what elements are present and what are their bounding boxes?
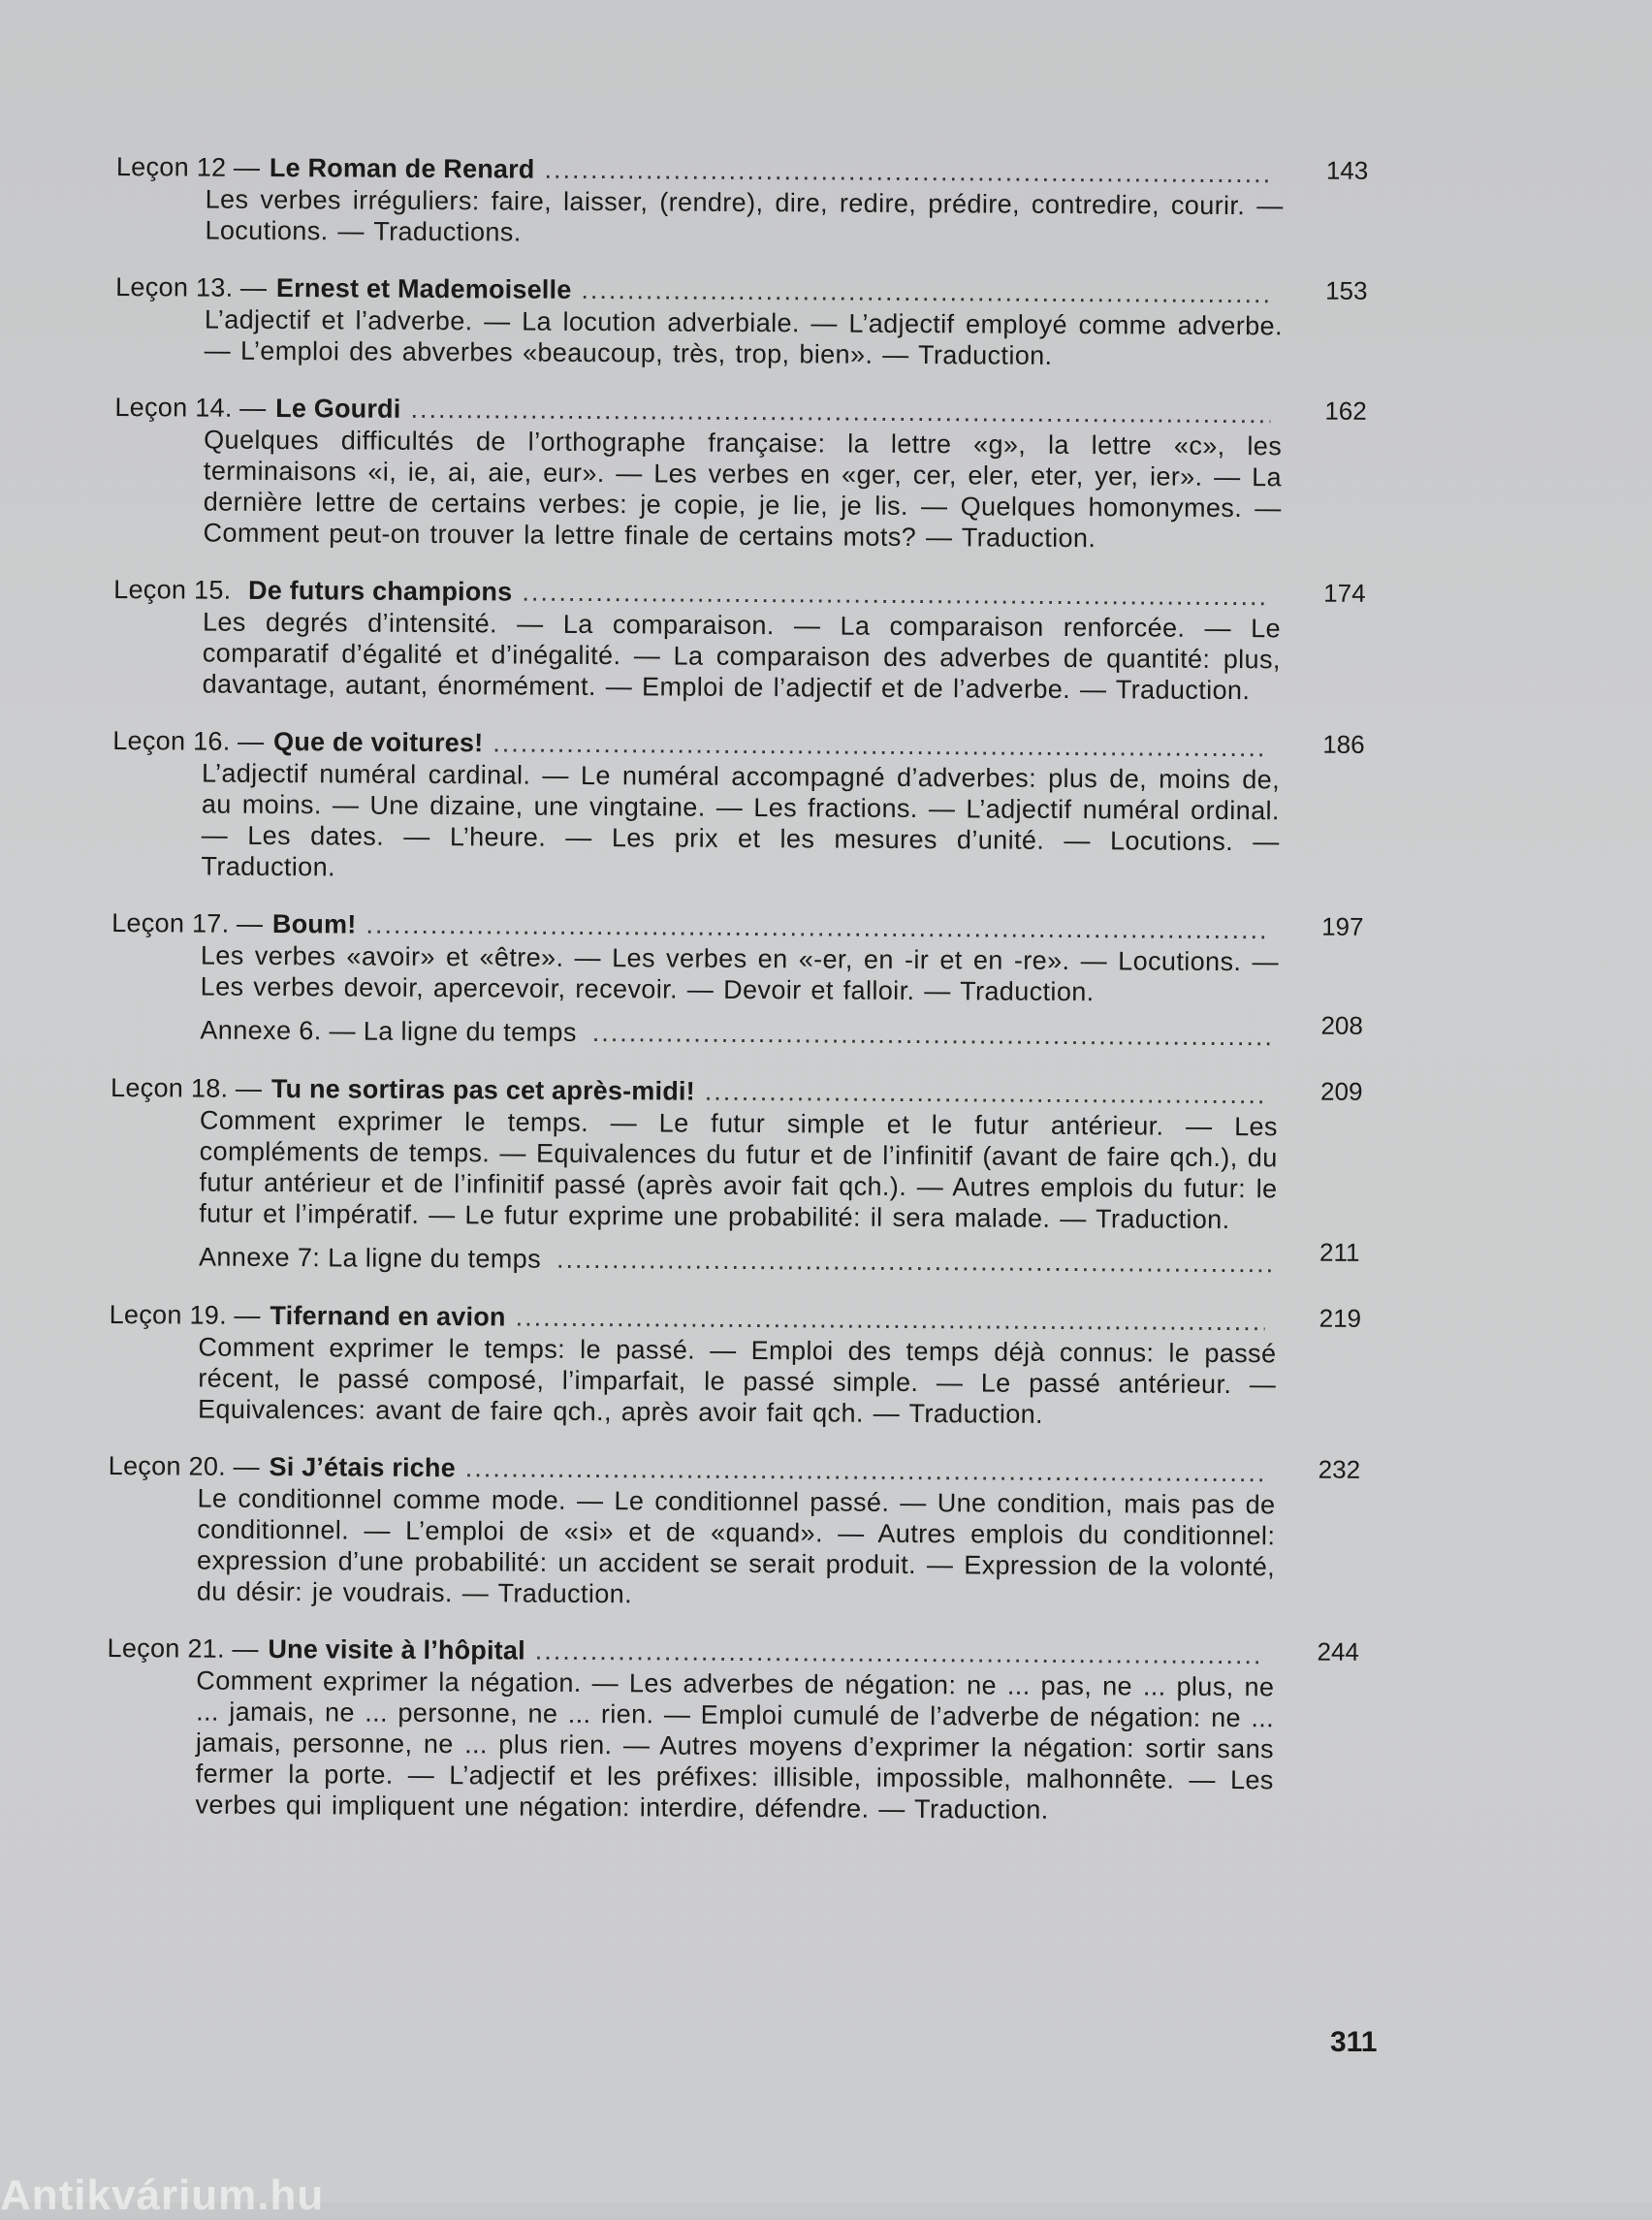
annex-entry-6	[200, 1010, 1363, 1054]
toc-entry-lecon-18	[110, 1071, 1390, 1281]
lesson-description: Comment exprimer le temps. — Le futur simple et le futur antérieur. — Les compléments de temps. — Equivalences du futur et de l’infinitif (avant de faire qch.), du futur antérieur et de l’infinitif passé (après avoir fait qch.). — Autres emplois du futur: le futur et l’impératif. — Le futur exprime une probabilité: il sera malade. — Traduction.	[199, 1105, 1278, 1235]
annex-label: Annexe 6. — La ligne du temps	[200, 1015, 577, 1047]
page-number: 209	[1320, 1076, 1363, 1106]
page-number: 197	[1321, 911, 1364, 941]
lesson-description: Quelques difficultés de l’orthographe française: la lettre «g», la lettre «c», les terminaisons «i, ie, ai, aie, eur». — Les verbes en «ger, cer, eler, eter, yer, ier». — La dernière lettre de certains verbes: je copie, je lie, je lis. — Quelques homonymes. — Comment peut-on trouver la lettre finale de certains mots? — Traduction.	[203, 425, 1283, 554]
lesson-description: Les verbes «avoir» et «être». — Les verbes en «-er, en -ir et en -re». — Locutions. — Les verbes devoir, apercevoir, recevoir. — Devoir et falloir. — Traduction.	[200, 940, 1279, 1007]
page-number: 162	[1324, 396, 1367, 426]
lesson-title: Le Roman de Renard	[269, 152, 535, 184]
toc-entry-lecon-17	[111, 906, 1391, 1054]
em-dash-separator: —	[232, 393, 267, 423]
em-dash-separator: —	[228, 1073, 263, 1103]
lesson-title: Tu ne sortiras pas cet après-midi!	[270, 1073, 695, 1106]
table-of-contents	[106, 150, 1396, 1853]
lesson-label: Leçon 21.	[107, 1633, 225, 1664]
page-number: 232	[1318, 1454, 1361, 1484]
toc-entry-lecon-14	[113, 391, 1394, 555]
lesson-label: Leçon 12	[115, 151, 227, 182]
lesson-title: Une visite à l’hôpital	[268, 1633, 525, 1665]
lesson-label: Leçon 13.	[115, 271, 234, 302]
lesson-label: Leçon 14.	[114, 392, 233, 423]
dot-leader	[535, 1634, 1263, 1672]
lesson-description: Le conditionnel comme mode. — Le conditionnel passé. — Une condition, mais pas de conditionnel. — L’emploi de «si» et de «quand». — Autres emplois du conditionnel: expression d’une probabilité: un accident se serait produit. — Expression de la volonté, du désir: je voudrais. — Traduction.	[196, 1483, 1276, 1609]
dot-leader	[365, 908, 1267, 947]
lesson-label: Leçon 17.	[111, 907, 230, 938]
dot-leader	[516, 1301, 1265, 1339]
lesson-description: Les verbes irréguliers: faire, laisser, (rendre), dire, redire, prédire, contredire, courir. — Locutions. — Traductions.	[205, 184, 1284, 247]
dot-leader	[522, 576, 1269, 614]
lesson-title: Ernest et Mademoiselle	[275, 273, 572, 304]
space-separator	[231, 574, 248, 607]
em-dash-separator: —	[233, 272, 268, 302]
annex-page-number: 211	[1318, 1237, 1360, 1267]
lesson-description: Les degrés d’intensité. — La comparaison. — La comparaison renforcée. — Le comparatif d’égalité et d’inégalité. — La comparaison des adverbes de quantité: plus, davantage, autant, énormément. — Emploi de l’adjectif et de l’adverbe. — Traduction.	[202, 607, 1282, 706]
dot-leader	[705, 1075, 1266, 1112]
dot-leader	[492, 726, 1268, 764]
watermark: Antikvárium.hu	[0, 2172, 325, 2219]
lesson-title: Tifernand en avion	[270, 1300, 506, 1332]
dot-leader	[465, 1451, 1264, 1489]
lesson-description: L’adjectif et l’adverbe. — La locution adverbiale. — L’adjectif employé comme adverbe. — L’emploi des abverbes «beaucoup, très, trop, bien». — Traduction.	[204, 304, 1284, 370]
em-dash-separator: —	[226, 152, 261, 182]
lesson-title: De futurs champions	[247, 575, 513, 607]
page-number: 219	[1318, 1303, 1362, 1333]
lesson-description: Comment exprimer le temps: le passé. — Emploi des temps déjà connus: le passé récent, le passé composé, l’imparfait, le passé simple. — Le passé antérieur. — Equivalences: avant de faire qch., après avoir fait qch. — Traduction.	[197, 1332, 1277, 1429]
lesson-label: Leçon 15.	[113, 574, 232, 605]
page-number: 174	[1323, 578, 1366, 608]
dot-leader	[556, 1243, 1273, 1281]
lesson-label: Leçon 18.	[111, 1072, 229, 1103]
em-dash-separator: —	[226, 1300, 261, 1330]
annex-entry-7	[198, 1237, 1360, 1281]
dot-leader	[581, 273, 1271, 310]
lesson-label: Leçon 20.	[108, 1450, 227, 1481]
em-dash-separator: —	[230, 726, 265, 756]
lesson-description: L’adjectif numéral cardinal. — Le numéral accompagné d’adverbes: plus de, moins de, au moins. — Une dizaine, une vingtaine. — Les fractions. — L’adjectif numéral ordinal. — Les dates. — L’heure. — Les prix et les mesures d’unité. — Locutions. — Traduction.	[201, 758, 1281, 882]
lesson-label: Leçon 16.	[112, 725, 231, 756]
toc-entry-lecon-13	[115, 270, 1396, 373]
toc-entry-lecon-20	[108, 1449, 1388, 1614]
dot-leader	[592, 1016, 1275, 1053]
lesson-description: Comment exprimer la négation. — Les adverbes de négation: ne ... pas, ne ... plus, ne ... jamais, ne ... personne, ne ... rien. — Emploi cumulé de l’adverbe de négation: ne ... jamais, personne, ne ... plus rien. — Autres moyens d’exprimer la négation: sortir sans fermer la porte. — L’adjectif et les préfixes: illisible, impossible, malhonnête. — Les verbes qui impliquent une négation: interdire, défendre. — Traduction.	[195, 1665, 1275, 1824]
lesson-label: Leçon 19.	[109, 1299, 228, 1330]
annex-label: Annexe 7: La ligne du temps	[198, 1242, 542, 1274]
dot-leader	[410, 393, 1270, 430]
toc-entry-lecon-15	[113, 573, 1394, 707]
annex-page-number: 208	[1320, 1010, 1363, 1040]
toc-entry-lecon-19	[109, 1298, 1389, 1432]
em-dash-separator: —	[225, 1451, 260, 1481]
lesson-title: Si J’étais riche	[269, 1451, 456, 1483]
em-dash-separator: —	[229, 908, 264, 938]
toc-entry-lecon-16	[111, 724, 1392, 889]
page-number: 153	[1325, 275, 1368, 305]
page-number: 186	[1322, 729, 1365, 759]
footer-page-number: 311	[1330, 2026, 1378, 2058]
page-number: 143	[1325, 155, 1369, 185]
toc-entry-lecon-12	[115, 150, 1396, 253]
em-dash-separator: —	[224, 1633, 259, 1664]
lesson-title: Boum!	[271, 908, 357, 939]
dot-leader	[544, 153, 1272, 191]
toc-entry-lecon-21	[106, 1632, 1386, 1827]
lesson-title: Que de voitures!	[273, 727, 484, 758]
page-number: 244	[1317, 1636, 1360, 1666]
lesson-title: Le Gourdi	[275, 394, 401, 424]
